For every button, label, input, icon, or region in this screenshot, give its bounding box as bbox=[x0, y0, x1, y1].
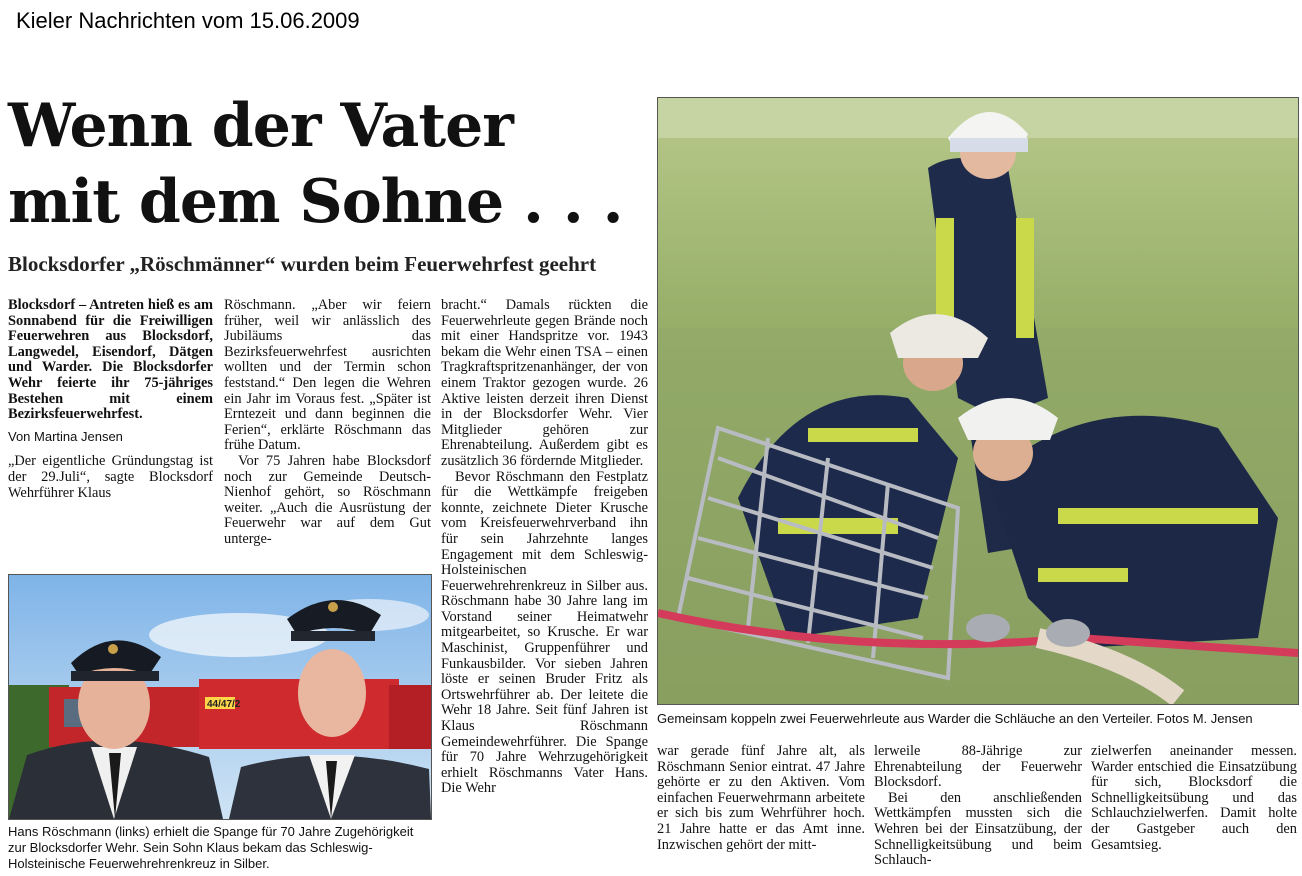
article-author: Von Martina Jensen bbox=[8, 428, 123, 444]
photo-left-caption: Hans Röschmann (links) erhielt die Spange für 70 Jahre Zugehörigkeit zur Blocksdorfer Wehr. Sein Sohn Klaus bekam das Schleswig-Holsteinische Feuerwehrehrenkreuz in Silber. bbox=[8, 824, 414, 871]
article-paragraph: lerweile 88-Jährige zur Ehrenabteilung der Feuerwehr Blocksdorf. bbox=[874, 743, 1082, 791]
truck-sign-text: 44/47/2 bbox=[207, 699, 241, 710]
photo-illustration bbox=[9, 575, 431, 819]
article-lead: Blocksdorf – Antreten hieß es am Sonnabend für die Freiwilligen Feuerwehren aus Blocksdorf, Langwedel, Eisendorf, Dätgen und Warder. Die Blocksdorfer Wehr feierte ihr 75-jähriges Bestehen mit einem Bezirksfeuerwehrfest. bbox=[8, 297, 213, 423]
article-paragraph: zielwerfen aneinander messen. Warder entschied die Einsatzübung für sich, Blocksdorf die Schnelligkeitsübung und das Schlauchzielwerfen. Damit holte der Gastgeber auch den Gesamtsieg. bbox=[1091, 743, 1297, 853]
article-paragraph: war gerade fünf Jahre alt, als Röschmann Senior eintrat. 47 Jahre gehörte er zu den Aktiven. Vom einfachen Feuerwehrmann arbeitete er sich bis zum Wehrführer hoch. 21 Jahre hatte er das Amt inne. Inzwischen gehört der mitt- bbox=[657, 743, 865, 853]
article-column-6 bbox=[1091, 744, 1297, 853]
source-line: Kieler Nachrichten vom 15.06.2009 bbox=[16, 8, 360, 33]
article-headline bbox=[8, 88, 648, 240]
article-subheadline: Blocksdorfer „Röschmänner“ wurden beim Feuerwehrfest geehrt bbox=[8, 252, 597, 276]
photo-right-caption: Gemeinsam koppeln zwei Feuerwehrleute aus Warder die Schläuche an den Verteiler. Fotos M. Jensen bbox=[657, 711, 1253, 726]
headline-line-1: Wenn der Vater bbox=[8, 91, 513, 161]
headline-line-2: mit dem Sohne . . . bbox=[8, 167, 623, 237]
article-paragraph: Bei den anschließenden Wettkämpfen mussten sich die Wehren bei der Einsatzübung, der Schnelligkeitsübung und beim Schlauch- bbox=[874, 789, 1082, 869]
article-paragraph: „Der eigentliche Gründungstag ist der 29.Juli“, sagte Blocksdorf Wehrführer Klaus bbox=[8, 453, 213, 501]
article-column-1 bbox=[8, 298, 213, 501]
photo-roeschmann-father-son bbox=[8, 574, 432, 820]
article-paragraph: Vor 75 Jahren habe Blocksdorf noch zur Gemeinde Deutsch-Nienhof gehört, so Röschmann weiter. „Auch die Ausrüstung der Feuerwehr war auf dem Gut unterge- bbox=[224, 452, 431, 547]
article-paragraph: Bevor Röschmann den Festplatz für die Wettkämpfe freigeben konnte, zeichnete Dieter Krusche vom Kreisfeuerwehrverband ihn für sein Jahrzehnte langes Engagement mit dem Schleswig-Holsteinischen Feuerwehrehrenkreuz in Silber aus. Röschmann habe 30 Jahre lang im Vorstand seiner Heimatwehr mitgearbeitet, so Krusche. Er war Maschinist, Gruppenführer und Funkausbilder. Vor sieben Jahren löste er seinen Bruder Fritz als Ortswehrführer ab. Der leitete die Wehr 18 Jahre. Seit fünf Jahren ist Klaus Röschmann Gemeindewehrführer. Die Spange für 70 Jahre Wehrzugehörigkeit erhielt Röschmanns Vater Hans. Die Wehr bbox=[441, 468, 648, 797]
article-column-5 bbox=[874, 744, 1082, 869]
article-paragraph: bracht.“ Damals rückten die Feuerwehrleute gegen Brände noch mit einer Handspritze vor. 1943 bekam die Wehr einen TSA – einen Tragkraftspritzenanhänger, der von einem Traktor gezogen wurde. 26 Aktive leisten derzeit ihren Dienst in der Blocksdorfer Wehr. Vier Mitglieder gehören zur Ehrenabteilung. Außerdem gibt es zusätzlich 36 fördernde Mitglieder. bbox=[441, 297, 648, 469]
article-paragraph: Röschmann. „Aber wir feiern früher, weil wir anlässlich des Jubiläums das Bezirksfeuerwehrfest ausrichten wollten und der Termin schon feststand.“ Den legen die Wehren ein Jahr im Voraus fest. „Später ist Erntezeit und dann beginnen die Ferien“, erklärte Röschmann das frühe Datum. bbox=[224, 297, 431, 454]
article-column-4 bbox=[657, 744, 865, 853]
article-column-2 bbox=[224, 298, 431, 548]
article-column-3 bbox=[441, 298, 648, 797]
photo-hose-coupling bbox=[657, 97, 1299, 705]
photo-illustration bbox=[658, 98, 1298, 704]
